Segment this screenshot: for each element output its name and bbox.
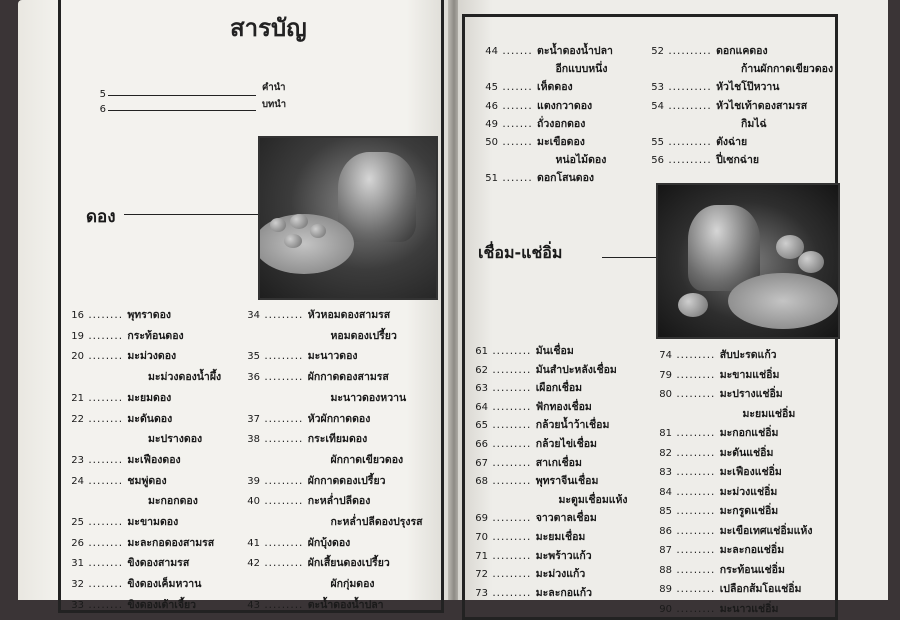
toc-title: มะขามแช่อิ่ม xyxy=(719,368,780,381)
leader-dots: ......... xyxy=(488,382,536,395)
toc-page-number: 66 xyxy=(475,439,488,450)
toc-page-number: 55 xyxy=(651,137,664,148)
toc-entry xyxy=(60,472,167,489)
leader-dots: ....... xyxy=(498,117,538,130)
toc-title: พุทราดอง xyxy=(127,309,172,321)
toc-title-continuation: ก้านผักกาดเขียวดอง xyxy=(741,63,834,76)
leader-dots: ......... xyxy=(488,438,536,450)
toc-entry xyxy=(246,430,367,447)
toc-page-number: 84 xyxy=(659,486,672,498)
toc-page-number: 24 xyxy=(71,475,84,487)
toc-entry xyxy=(470,565,585,582)
toc-title: ชมพู่ดอง xyxy=(127,474,167,487)
toc-entry xyxy=(470,509,597,526)
toc-entry xyxy=(654,366,779,383)
toc-title: ผักเสี้ยนดองเปรี้ยว xyxy=(307,557,390,570)
leader-dots: ......... xyxy=(488,586,536,599)
toc-entry xyxy=(470,528,585,545)
leader-dots: ......... xyxy=(488,419,536,432)
leader-dots: ......... xyxy=(260,557,308,570)
toc-title-continuation: กะหล่ำปลีดองปรุงรส xyxy=(330,516,423,528)
toc-entry xyxy=(650,133,747,150)
leader-dots: .......... xyxy=(664,81,717,94)
toc-page-number: 85 xyxy=(659,506,672,517)
fruit-shape xyxy=(798,251,824,273)
toc-title: ผักกาดดองสามรส xyxy=(307,371,389,384)
toc-page-number: 33 xyxy=(71,599,84,611)
toc-page-number: 6 xyxy=(99,104,106,115)
toc-entry xyxy=(480,78,573,95)
toc-title-continuation: มะตูมเชื่อมแห้ง xyxy=(558,493,628,506)
leader-dots: ......... xyxy=(672,368,720,381)
toc-title: กระท้อนแช่อิ่ม xyxy=(719,563,785,576)
leader-line xyxy=(108,95,256,96)
toc-title: เผือกเชื่อม xyxy=(535,382,583,395)
toc-entry xyxy=(60,347,176,364)
toc-title-continuation: มะยมแช่อิ่ม xyxy=(742,407,796,420)
toc-entry xyxy=(480,133,585,150)
toc-page-number: 65 xyxy=(475,420,488,432)
fruit-shape xyxy=(310,224,326,238)
toc-entry xyxy=(470,584,592,601)
toc-page-number: 26 xyxy=(71,537,84,549)
toc-entry xyxy=(470,454,582,471)
toc-page-number: 74 xyxy=(659,350,672,361)
toc-page-number: 56 xyxy=(651,155,664,167)
toc-entry xyxy=(650,151,759,168)
toc-entry xyxy=(480,169,594,186)
toc-page-number: 19 xyxy=(71,330,84,342)
toc-title: เปลือกส้มโอแช่อิ่ม xyxy=(719,583,802,595)
toc-page-number: 20 xyxy=(71,351,84,363)
leader-dots: ......... xyxy=(260,412,308,425)
toc-page-number: 54 xyxy=(651,100,664,112)
leader-dots: ......... xyxy=(260,350,308,363)
toc-page-number: 86 xyxy=(659,525,672,537)
toc-title: มะเฟืองดอง xyxy=(127,453,181,466)
leader-dots: ......... xyxy=(672,505,720,517)
toc-page-number: 88 xyxy=(659,564,672,576)
toc-title: ขิงดองเต้าเจี้ยว xyxy=(127,598,197,611)
toc-title-continuation: หอมดองเปรี้ยว xyxy=(330,329,397,342)
toc-entry xyxy=(246,534,350,551)
leader-dots: ........ xyxy=(84,453,128,466)
toc-page-number: 87 xyxy=(659,545,672,556)
leader-dots: ......... xyxy=(672,602,720,615)
leader-dots: ......... xyxy=(260,371,308,384)
leader-dots: ......... xyxy=(672,446,720,459)
toc-entry xyxy=(650,42,768,59)
toc-page-number: 43 xyxy=(247,599,260,611)
toc-entry xyxy=(470,342,574,359)
toc-entry xyxy=(246,410,370,427)
toc-entry xyxy=(470,379,582,396)
toc-page-number: 53 xyxy=(651,82,664,94)
toc-page-number: 5 xyxy=(99,89,106,100)
toc-page-number: 79 xyxy=(659,369,672,381)
toc-title: สาเกเชื่อม xyxy=(535,456,582,469)
toc-title-continuation: ผักกุ่มดอง xyxy=(330,578,375,591)
toc-page-number: 31 xyxy=(71,558,84,570)
toc-title: มะม่วงดอง xyxy=(127,350,177,363)
toc-entry xyxy=(480,115,585,132)
leader-dots: ......... xyxy=(260,495,308,508)
toc-title: กล้วยไข่เชื่อม xyxy=(535,438,597,450)
toc-entry xyxy=(60,596,196,613)
toc-entry xyxy=(654,502,778,519)
leader-dots: ......... xyxy=(260,309,308,321)
toc-title-continuation: มะม่วงดองน้ำผึ้ง xyxy=(148,371,222,384)
toc-page-number: 23 xyxy=(71,454,84,466)
toc-title: หัวหอมดองสามรส xyxy=(307,309,391,321)
toc-title: มะละกอแก้ว xyxy=(535,586,593,599)
toc-title-continuation: กิมไฉ่ xyxy=(741,117,767,130)
toc-entry xyxy=(654,463,782,480)
toc-entry xyxy=(654,346,777,363)
toc-entry xyxy=(60,327,184,344)
toc-page-number: 70 xyxy=(475,532,488,543)
toc-title: มะดันดอง xyxy=(127,412,173,425)
toc-title: มะเขือดอง xyxy=(537,136,585,148)
leader-dots: ........ xyxy=(84,578,128,591)
leader-line xyxy=(108,110,256,111)
toc-title: ผักกาดดองเปรี้ยว xyxy=(307,474,386,487)
toc-page-number: 68 xyxy=(475,476,488,488)
toc-title: มะนาวแช่อิ่ม xyxy=(719,602,779,615)
toc-page-number: 36 xyxy=(247,372,260,384)
toc-title: มะละกอแช่อิ่ม xyxy=(719,544,785,556)
toc-entry xyxy=(470,361,617,378)
toc-title: ผักบุ้งดอง xyxy=(307,536,351,549)
toc-page-number: 44 xyxy=(485,46,498,57)
toc-page-number: 73 xyxy=(475,587,488,599)
toc-page-number: 16 xyxy=(71,310,84,321)
leader-dots: ....... xyxy=(498,172,538,185)
leader-dots: ........ xyxy=(84,391,128,404)
jar-shape xyxy=(338,152,416,242)
toc-title: จาวตาลเชื่อม xyxy=(535,512,597,525)
section-rule xyxy=(124,214,258,215)
leader-dots: ........ xyxy=(84,536,128,549)
toc-title: กระท้อนดอง xyxy=(127,329,184,342)
leader-dots: ........ xyxy=(84,557,128,570)
leader-dots: ......... xyxy=(672,427,720,439)
toc-title: ตังฉ่าย xyxy=(716,136,748,148)
toc-title: มะเฟืองแช่อิ่ม xyxy=(719,466,782,478)
toc-page-number: 51 xyxy=(485,173,498,185)
toc-entry xyxy=(654,522,812,539)
pickle-jar-photo xyxy=(258,136,438,300)
toc-title: ปี่เซกฉ่าย xyxy=(716,154,760,167)
leader-dots: .......... xyxy=(664,136,717,148)
toc-entry xyxy=(60,451,181,468)
leader-dots: ........ xyxy=(84,412,128,425)
leader-dots: ......... xyxy=(672,544,720,556)
toc-title-continuation: มะปรางดอง xyxy=(148,433,203,446)
toc-title-continuation: มะกอกดอง xyxy=(148,495,198,508)
toc-page-number: 21 xyxy=(71,392,84,404)
toc-title: หัวผักกาดดอง xyxy=(307,412,371,425)
toc-title: ฟักทองเชื่อม xyxy=(535,400,592,413)
toc-title: มะพร้าวแก้ว xyxy=(535,549,592,562)
toc-entry xyxy=(470,472,598,489)
leader-dots: .......... xyxy=(664,45,717,57)
toc-title: มะนาวดอง xyxy=(307,350,358,363)
toc-page-number: 49 xyxy=(485,118,498,130)
toc-title: กะหล่ำปลีดอง xyxy=(307,495,371,508)
toc-title: บทนำ xyxy=(262,99,287,110)
toc-page-number: 34 xyxy=(247,310,260,321)
leader-dots: ......... xyxy=(672,466,720,478)
toc-page-number: 35 xyxy=(247,351,260,363)
toc-entry xyxy=(470,435,597,452)
fruit-shape xyxy=(270,218,286,232)
toc-entry xyxy=(470,547,592,564)
toc-page-number: 72 xyxy=(475,569,488,581)
leader-dots: ....... xyxy=(498,99,538,112)
toc-page-number: 64 xyxy=(475,401,488,413)
toc-page-number: 38 xyxy=(247,434,260,446)
toc-entry xyxy=(480,97,592,114)
toc-entry xyxy=(470,416,609,433)
toc-page-number: 63 xyxy=(475,383,488,395)
leader-dots: ......... xyxy=(488,549,536,562)
toc-title: มะยมเชื่อม xyxy=(535,531,586,543)
toc-title: มะดันแช่อิ่ม xyxy=(719,446,774,459)
leader-dots: ......... xyxy=(672,524,720,537)
toc-title-continuation: อีกแบบหนึ่ง xyxy=(555,63,608,76)
fruit-shape xyxy=(290,214,308,229)
leader-dots: ........ xyxy=(84,598,128,611)
preserved-fruit-photo xyxy=(656,183,840,339)
leader-dots: ......... xyxy=(672,349,720,361)
leader-dots: ......... xyxy=(260,598,308,611)
toc-entry xyxy=(246,492,370,509)
toc-entry xyxy=(60,389,171,406)
leader-dots: ........ xyxy=(84,516,128,528)
toc-page-number: 50 xyxy=(485,137,498,148)
toc-page-number: 22 xyxy=(71,413,84,425)
toc-title: ขิงดองสามรส xyxy=(127,557,190,570)
toc-page-number: 52 xyxy=(651,46,664,57)
toc-page-number: 62 xyxy=(475,364,488,376)
toc-entry xyxy=(654,444,773,461)
toc-entry-intro xyxy=(96,103,106,115)
toc-page-number: 41 xyxy=(247,537,260,549)
leader-dots: .......... xyxy=(664,99,717,112)
toc-entry xyxy=(246,368,389,385)
toc-title: มะยมดอง xyxy=(127,391,172,404)
leader-dots: ......... xyxy=(260,536,308,549)
toc-entry xyxy=(654,424,778,441)
toc-page-number: 45 xyxy=(485,82,498,94)
leader-dots: ......... xyxy=(488,456,536,469)
leader-dots: ........ xyxy=(84,309,128,321)
toc-entry xyxy=(60,513,178,530)
toc-title: คำนำ xyxy=(262,82,286,93)
toc-entry xyxy=(654,561,785,578)
toc-title: มะกรูดแช่อิ่ม xyxy=(719,505,779,517)
section-rule xyxy=(602,257,656,258)
leader-dots: ......... xyxy=(488,475,536,488)
leader-dots: ........ xyxy=(84,350,128,363)
toc-page-number: 69 xyxy=(475,513,488,525)
page-title: สารบัญ xyxy=(230,14,307,42)
toc-entry xyxy=(654,541,784,558)
toc-entry xyxy=(654,580,801,597)
toc-title: หัวไชเท้าดองสามรส xyxy=(716,99,808,112)
toc-page-number: 82 xyxy=(659,447,672,459)
toc-entry xyxy=(650,78,779,95)
toc-page-number: 71 xyxy=(475,550,488,562)
toc-entry xyxy=(246,306,390,323)
toc-entry xyxy=(246,596,384,613)
leader-dots: ......... xyxy=(260,474,308,487)
toc-title: มะกอกแช่อิ่ม xyxy=(719,427,779,439)
toc-page-number: 81 xyxy=(659,428,672,439)
toc-title: มันเชื่อม xyxy=(535,345,574,357)
toc-page-number: 32 xyxy=(71,579,84,591)
toc-page-number: 83 xyxy=(659,467,672,478)
toc-title: สับปะรดแก้ว xyxy=(719,349,777,361)
toc-title-continuation: หน่อไม้ดอง xyxy=(555,154,607,167)
toc-title: กล้วยน้ำว้าเชื่อม xyxy=(535,419,610,432)
leader-dots: ......... xyxy=(488,568,536,581)
toc-title: แตงกวาดอง xyxy=(537,99,593,112)
toc-title: ดอกโสนดอง xyxy=(537,172,595,185)
toc-page-number: 67 xyxy=(475,457,488,469)
toc-title: เห็ดดอง xyxy=(537,81,573,94)
plate-shape xyxy=(728,273,838,329)
toc-page-number: 37 xyxy=(247,413,260,425)
leader-dots: ......... xyxy=(672,388,720,400)
leader-dots: ......... xyxy=(488,363,536,376)
toc-entry xyxy=(60,306,171,323)
leader-dots: .......... xyxy=(664,154,717,167)
toc-page-number: 90 xyxy=(659,603,672,615)
toc-title: มะขามดอง xyxy=(127,516,179,528)
toc-title: ตะน้ำดองน้ำปลา xyxy=(537,45,613,57)
toc-title: มะปรางแช่อิ่ม xyxy=(719,388,783,400)
toc-page-number: 89 xyxy=(659,584,672,595)
leader-dots: ......... xyxy=(672,563,720,576)
toc-title: มันสำปะหลังเชื่อม xyxy=(535,363,617,376)
toc-entry-intro xyxy=(96,88,106,100)
toc-title: มะเขือเทศแช่อิ่มแห้ง xyxy=(719,524,813,537)
toc-entry xyxy=(60,554,189,571)
toc-title: ขิงดองเค็มหวาน xyxy=(127,578,202,591)
toc-entry xyxy=(60,410,172,427)
leader-dots: ......... xyxy=(488,345,536,357)
toc-page-number: 46 xyxy=(485,100,498,112)
toc-page-number: 40 xyxy=(247,496,260,508)
fruit-shape xyxy=(678,293,708,317)
leader-dots: ........ xyxy=(84,474,128,487)
section-heading-chuem: เชื่อม-แช่อิ่ม xyxy=(478,243,563,262)
toc-title: ตะน้ำดองน้ำปลา xyxy=(307,598,384,611)
leader-dots: ......... xyxy=(260,433,308,446)
toc-entry xyxy=(246,472,386,489)
toc-title: กระเทียมดอง xyxy=(307,433,368,446)
leader-dots: ......... xyxy=(488,512,536,525)
toc-entry xyxy=(654,483,777,500)
leader-dots: ......... xyxy=(672,583,720,595)
toc-page-number: 39 xyxy=(247,475,260,487)
leader-dots: ....... xyxy=(498,81,538,94)
toc-title-continuation: มะนาวดองหวาน xyxy=(330,391,407,404)
leader-dots: ....... xyxy=(498,45,538,57)
toc-entry xyxy=(650,97,807,114)
toc-title: หัวไชโป๊หวาน xyxy=(716,81,780,94)
toc-title-continuation: ผักกาดเขียวดอง xyxy=(330,453,404,466)
toc-title: ถั่วงอกดอง xyxy=(537,117,586,130)
toc-entry xyxy=(480,42,613,59)
toc-title: มะม่วงแช่อิ่ม xyxy=(719,485,778,498)
toc-entry xyxy=(60,534,214,551)
toc-title: ดอกแคดอง xyxy=(716,45,768,57)
toc-page-number: 61 xyxy=(475,346,488,357)
toc-entry xyxy=(60,575,201,592)
leader-dots: ....... xyxy=(498,136,538,148)
leader-dots: ......... xyxy=(488,400,536,413)
toc-entry xyxy=(246,347,358,364)
toc-entry xyxy=(654,600,778,617)
toc-page-number: 42 xyxy=(247,558,260,570)
toc-page-number: 25 xyxy=(71,517,84,528)
leader-dots: ........ xyxy=(84,329,128,342)
leader-dots: ......... xyxy=(672,485,720,498)
toc-entry xyxy=(246,554,390,571)
toc-page-number: 80 xyxy=(659,389,672,400)
toc-entry xyxy=(654,385,783,402)
fruit-shape xyxy=(284,234,302,248)
toc-entry xyxy=(470,398,592,415)
toc-title: พุทราจีนเชื่อม xyxy=(535,475,599,488)
toc-title: มะละกอดองสามรส xyxy=(127,536,215,549)
leader-dots: ......... xyxy=(488,531,536,543)
section-heading-dong: ดอง xyxy=(86,207,116,227)
toc-title: มะม่วงแก้ว xyxy=(535,568,586,581)
